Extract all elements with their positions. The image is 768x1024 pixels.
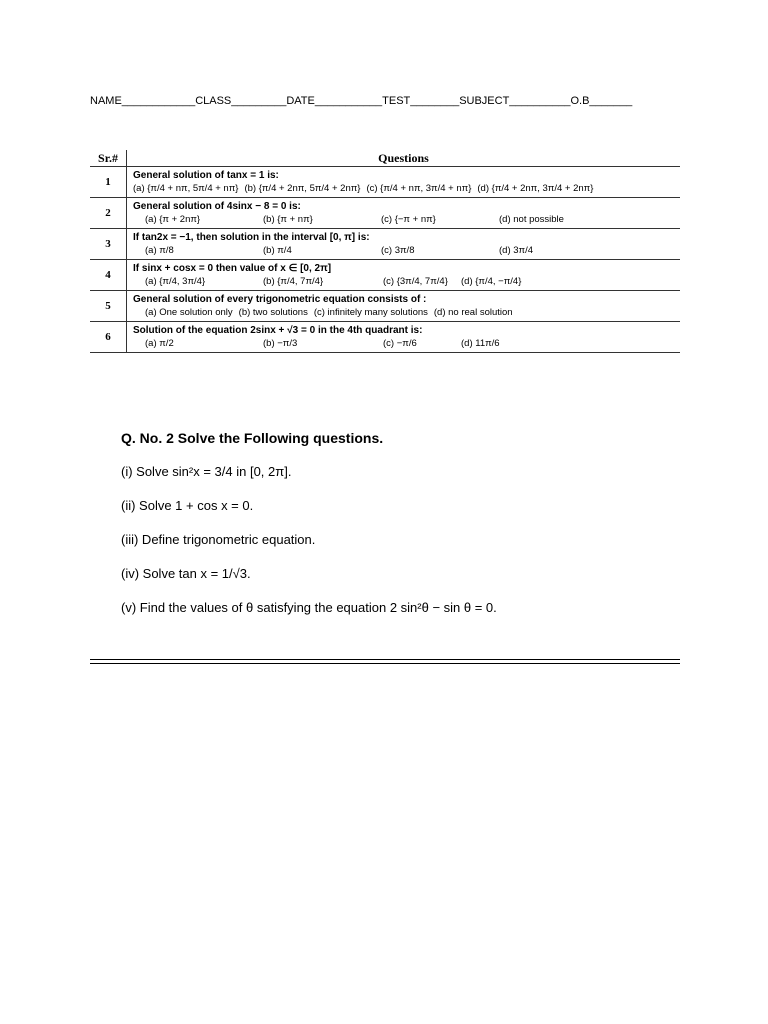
option-d: (d) 3π/4 xyxy=(499,245,534,256)
question-text: General solution of every trigonometric equation consists of : xyxy=(133,294,427,305)
option-list xyxy=(133,275,680,289)
option-d: (d) no real solution xyxy=(433,307,513,318)
option-b: (b) {π/4 + 2nπ, 5π/4 + 2nπ} xyxy=(244,183,361,194)
option-list xyxy=(133,244,680,258)
student-info-line: NAME____________CLASS_________DATE___________TEST________SUBJECT__________O.B_______ xyxy=(90,95,633,107)
option-a: (a) One solution only xyxy=(145,307,233,318)
option-a: (a) {π + 2nπ} xyxy=(145,214,201,225)
table-row xyxy=(90,198,680,229)
question-item: (iii) Define trigonometric equation. xyxy=(121,532,316,547)
option-c: (c) infinitely many solutions xyxy=(313,307,428,318)
option-list xyxy=(133,306,680,320)
option-b: (b) two solutions xyxy=(238,307,308,318)
option-d: (d) not possible xyxy=(499,214,564,225)
option-d: (d) {π/4, −π/4} xyxy=(461,276,522,287)
serial-number: 1 xyxy=(90,167,127,198)
table-row xyxy=(90,291,680,322)
question-text: If tan2x = −1, then solution in the interval [0, π] is: xyxy=(133,232,370,243)
question-text: Solution of the equation 2sinx + √3 = 0 in the 4th quadrant is: xyxy=(133,325,423,336)
option-c: (c) {3π/4, 7π/4} xyxy=(383,276,448,287)
question-2-section xyxy=(121,430,681,632)
option-a: (a) π/2 xyxy=(145,338,174,349)
serial-number: 2 xyxy=(90,198,127,229)
serial-number: 3 xyxy=(90,229,127,260)
section-title: Q. No. 2 Solve the Following questions. xyxy=(121,430,384,446)
question-cell xyxy=(127,198,681,229)
option-list xyxy=(133,182,680,196)
question-text: If sinx + cosx = 0 then value of x ∈ [0, 2π] xyxy=(133,263,332,274)
divider-line xyxy=(90,663,680,664)
table-row xyxy=(90,229,680,260)
serial-number: 5 xyxy=(90,291,127,322)
table-header-row xyxy=(90,150,680,167)
question-cell xyxy=(127,167,681,198)
question-text: General solution of tanx = 1 is: xyxy=(133,170,279,181)
option-a: (a) π/8 xyxy=(145,245,174,256)
option-c: (c) {π/4 + nπ, 3π/4 + nπ} xyxy=(366,183,472,194)
serial-number: 4 xyxy=(90,260,127,291)
question-text: General solution of 4sinx − 8 = 0 is: xyxy=(133,201,301,212)
option-list xyxy=(133,213,680,227)
column-header-questions: Questions xyxy=(127,150,681,167)
option-a: (a) {π/4, 3π/4} xyxy=(145,276,206,287)
column-header-sr: Sr.# xyxy=(90,150,127,167)
question-item: (i) Solve sin²x = 3/4 in [0, 2π]. xyxy=(121,464,292,479)
table-row xyxy=(90,167,680,198)
question-item: (ii) Solve 1 + cos x = 0. xyxy=(121,498,254,513)
option-c: (c) 3π/8 xyxy=(381,245,415,256)
mcq-table xyxy=(90,150,680,353)
option-b: (b) π/4 xyxy=(263,245,292,256)
option-list xyxy=(133,337,680,351)
option-b: (b) {π + nπ} xyxy=(263,214,313,225)
option-c: (c) −π/6 xyxy=(383,338,417,349)
question-item: (iv) Solve tan x = 1/√3. xyxy=(121,566,251,581)
option-a: (a) {π/4 + nπ, 5π/4 + nπ} xyxy=(133,183,239,194)
option-b: (b) {π/4, 7π/4} xyxy=(263,276,324,287)
question-cell xyxy=(127,322,681,353)
question-cell xyxy=(127,260,681,291)
question-cell xyxy=(127,229,681,260)
option-b: (b) −π/3 xyxy=(263,338,298,349)
option-d: (d) {π/4 + 2nπ, 3π/4 + 2nπ} xyxy=(477,183,594,194)
option-c: (c) {−π + nπ} xyxy=(381,214,436,225)
question-cell xyxy=(127,291,681,322)
option-d: (d) 11π/6 xyxy=(461,338,500,349)
table-row xyxy=(90,322,680,353)
divider-line xyxy=(90,659,680,660)
question-item: (v) Find the values of θ satisfying the equation 2 sin²θ − sin θ = 0. xyxy=(121,600,497,615)
serial-number: 6 xyxy=(90,322,127,353)
table-row xyxy=(90,260,680,291)
